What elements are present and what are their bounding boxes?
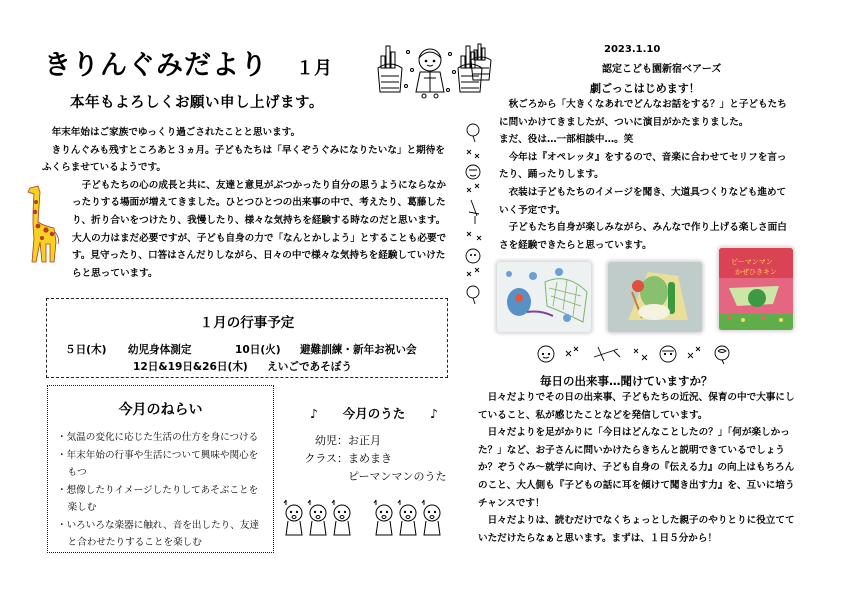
play-section-text [499,96,795,254]
aim-item: ・ いろいろな楽器に触れ、音を出したり、友達と合わせたりすることを楽しむ [57,517,267,552]
intro-paragraph: きりんぐみも残すところあと３ヵ月。子どもたちは「早くぞうぐみになりたいな」と期待をふくらませているようです。 [42,144,445,174]
aims-title: 今月のねらい [118,402,203,418]
song-title-text: 今月のうた [342,406,406,421]
music-note-icon: ♪ [310,406,318,421]
event-item [235,342,417,357]
event-label: えいごであそぼう [267,361,352,373]
kadomatsu-icon [470,42,492,82]
newsletter-month: １月 [296,58,332,79]
song-value: お正月 [348,434,381,447]
events-title: １月の行事予定 [199,315,295,331]
play-section-title: 劇ごっこはじめます！ [590,82,700,95]
photo-book-cover [719,248,793,330]
song-value: まめまき [348,452,392,465]
svg-text:かぜひきキン: かぜひきキン [735,268,777,276]
daily-paragraph: 日々だよりでその日の出来事、子どもたちの近況、保育の中で大事にしていること、私が感じたことなどを発信しています。 [478,392,795,421]
monthly-aims-box [47,385,274,553]
kadomatsu-girl-illustration [376,42,484,102]
new-year-greeting: 本年もよろしくお願い申し上げます。 [70,95,324,111]
events-box [46,298,448,378]
song-list [296,432,447,486]
issue-date: 2023.1.10 [604,44,661,55]
aim-item: ・ 気温の変化に応じた生活の仕方を身につける [57,429,267,447]
event-date: ５日(木) [65,344,107,356]
aims-list [57,429,267,552]
svg-text:ピーマンマン: ピーマンマン [731,258,773,266]
play-paragraph: 秋ごろから「大きくなあれでどんなお話をする？」と子どもたちに問いかけてきましたが、ついに演目がかたまりました。 [499,99,787,128]
intro-text [42,124,450,282]
event-label: 幼児身体測定 [127,344,192,356]
aim-item: ・ 年末年始の行事や生活について興味や関心をもつ [57,447,267,482]
event-item [133,359,352,374]
song-title [310,404,438,422]
song-key: クラス： [304,452,348,465]
photo-picture-book-1 [497,262,591,332]
giraffe-illustration [24,182,64,264]
organization-name: 認定こども園新宿ベアーズ [602,64,722,75]
decorative-divider-icons [534,343,760,365]
event-item [65,342,191,357]
song-value: ピーマンマンのうた [348,470,447,483]
event-label: 避難訓練・新年お祝い会 [300,344,417,356]
singing-children-illustration [282,497,454,539]
photo-picture-book-2 [608,262,702,332]
event-date: 12日&19日&26日(木) [133,361,248,373]
intro-paragraph: 子どもたちの心の成長と共に、友達と意見がぶつかったり自分の思うようにならなかったりする場面が増えてきました。ひとつひとつの出来事の中で、考えたり、葛藤したり、折り合いをつけたり、我慢したり、様々な気持ちを経験する時なのだと思います。大人の力はまだ必要ですが、子ども自身の力で「なんとかしよう」とすることも必要です。見守ったり、口答はさんだりしながら、日々の中で様々な気持ちを経験していけたらと思っています。 [72,179,447,279]
song-key: 幼児： [315,434,348,447]
play-paragraph: 今年は『オペレッタ』をするので、音楽に合わせてセリフを言ったり、踊ったりします。 [499,151,787,181]
event-date: 10日(火) [235,344,281,356]
daily-section-text [478,389,798,547]
play-paragraph: 衣装は子どもたちのイメージを聞き、大道具つくりなども進めていく予定です。 [499,186,787,216]
play-paragraph: 子どもたち自身が楽しみながら、みんなで作り上げる楽しさ面白さを経験できたらと思っています。 [499,222,787,251]
play-paragraph: まだ、役は…一部相談中…。笑 [499,134,634,146]
song-row [296,432,447,450]
decorative-icon-column [461,120,489,310]
daily-paragraph: 日々だよりは、読むだけでなくちょっとした親子のやりとりに役立てていただけたらなぁと思います。まずは、１日５分から！ [478,515,795,544]
daily-paragraph: 日々だよりを足がかりに「今日はどんなことしたの？」「何が楽しかった？」など、お子さんに問いかけたらきちんと説明できているでしょうか？ぞうぐみ～就学に向け、子ども自身の『伝える力』の向上はもちろんのこと、大人側も『子どもの話に耳を傾けて聞き出す力』を、互いに培うチャンスです！ [478,427,795,509]
aim-item: ・ 想像したりイメージしたりしてあそぶことを楽しむ [57,482,267,517]
daily-section-title: 毎日の出来事…聞けていますか？ [540,374,713,388]
song-row [296,468,447,486]
music-note-icon: ♪ [429,406,438,421]
intro-paragraph: 年末年始はご家族でゆっくり過ごされたことと思います。 [51,127,301,138]
song-row [296,450,447,468]
newsletter-title: きりんぐみだより [44,50,268,81]
song-key [296,468,348,486]
